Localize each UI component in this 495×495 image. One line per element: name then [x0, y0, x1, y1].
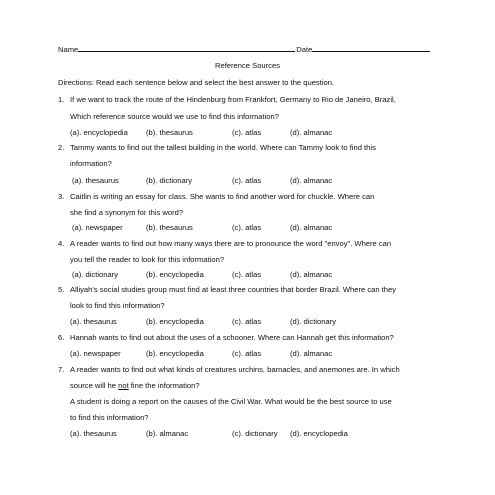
- option-b[interactable]: (b). thesaurus: [146, 128, 193, 137]
- option-b[interactable]: (b). encyclopedia: [146, 349, 204, 358]
- question-number: 3.: [58, 192, 65, 201]
- question-text-line: look to find this information?: [70, 301, 165, 310]
- question-number: 7.: [58, 365, 65, 374]
- question-number: 6.: [58, 333, 65, 342]
- option-b[interactable]: (b). dictionary: [146, 176, 193, 185]
- option-c[interactable]: (c). atlas: [232, 176, 262, 185]
- name-date-line: [58, 44, 431, 54]
- name-label: Name: [58, 45, 79, 54]
- option-a[interactable]: (a). dictionary: [72, 270, 119, 279]
- option-d[interactable]: (d). almanac: [290, 176, 333, 185]
- question-text-line: If we want to track the route of the Hindenburg from Frankfort, Germany to Rio de Janeiro, Brazil,: [70, 95, 396, 104]
- option-c[interactable]: (c). atlas: [232, 270, 262, 279]
- question-text-line: A reader wants to find out how many ways there are to pronounce the word "envoy". Where can: [70, 239, 392, 248]
- option-c[interactable]: (c). atlas: [232, 349, 262, 358]
- option-b[interactable]: (b). almanac: [146, 429, 189, 438]
- question-text-line: A reader wants to find out what kinds of creatures urchins, barnacles, and anemones are. In which: [70, 365, 400, 374]
- option-a[interactable]: (a). thesaurus: [70, 317, 117, 326]
- option-a[interactable]: (a). thesaurus: [72, 176, 119, 185]
- question-text-line: information?: [70, 159, 112, 168]
- name-blank: [78, 44, 295, 52]
- option-c[interactable]: (c). atlas: [232, 317, 262, 326]
- directions: Directions: Read each sentence below and select the best answer to the question.: [58, 78, 335, 87]
- option-d[interactable]: (d). almanac: [290, 270, 333, 279]
- question-text-line: A student is doing a report on the causes of the Civil War. What would be the best source to use: [70, 397, 392, 406]
- option-b[interactable]: (b). thesaurus: [146, 223, 193, 232]
- option-a[interactable]: (a). encyclopedia: [70, 128, 128, 137]
- question-text-line: you tell the reader to look for this information?: [70, 255, 225, 264]
- option-a[interactable]: (a). newspaper: [70, 349, 121, 358]
- question-text-line-underlined: source will he not fine the information?: [70, 381, 200, 390]
- option-c[interactable]: (c). dictionary: [232, 429, 278, 438]
- question-text-line: Alliyah's social studies group must find at least three countries that border Brazil. Where can they: [70, 285, 397, 294]
- question-number: 5.: [58, 285, 65, 294]
- option-c[interactable]: (c). atlas: [232, 128, 262, 137]
- option-d[interactable]: (d). almanac: [290, 223, 333, 232]
- question-text-line: she find a synonym for this word?: [70, 208, 184, 217]
- question-number: 4.: [58, 239, 65, 248]
- option-d[interactable]: (d). almanac: [290, 128, 333, 137]
- question-text-line: Hannah wants to find out about the uses of a schooner. Where can Hannah get this information?: [70, 333, 394, 342]
- option-a[interactable]: (a). newspaper: [72, 223, 123, 232]
- option-c[interactable]: (c). atlas: [232, 223, 262, 232]
- question-text-line: Which reference source would we use to find this information?: [70, 112, 279, 121]
- underlined-word: not: [118, 381, 129, 390]
- option-d[interactable]: (d). dictionary: [290, 317, 337, 326]
- question-text-line: Tammy wants to find out the tallest building in the world. Where can Tammy look to find this: [70, 143, 376, 152]
- option-d[interactable]: (d). almanac: [290, 349, 333, 358]
- question-text-line: Caitlin is writing an essay for class. She wants to find another word for chuckle. Where can: [70, 192, 375, 201]
- option-d[interactable]: (d). encyclopedia: [290, 429, 348, 438]
- date-label: Date: [296, 45, 313, 54]
- page-title: Reference Sources: [214, 61, 280, 70]
- option-a[interactable]: (a). thesaurus: [70, 429, 117, 438]
- question-number: 2.: [58, 143, 65, 152]
- question-number: 1.: [58, 95, 65, 104]
- question-text-line: to find this information?: [70, 413, 149, 422]
- date-blank: [312, 44, 430, 52]
- option-b[interactable]: (b). encyclopedia: [146, 317, 204, 326]
- option-b[interactable]: (b). encyclopedia: [146, 270, 204, 279]
